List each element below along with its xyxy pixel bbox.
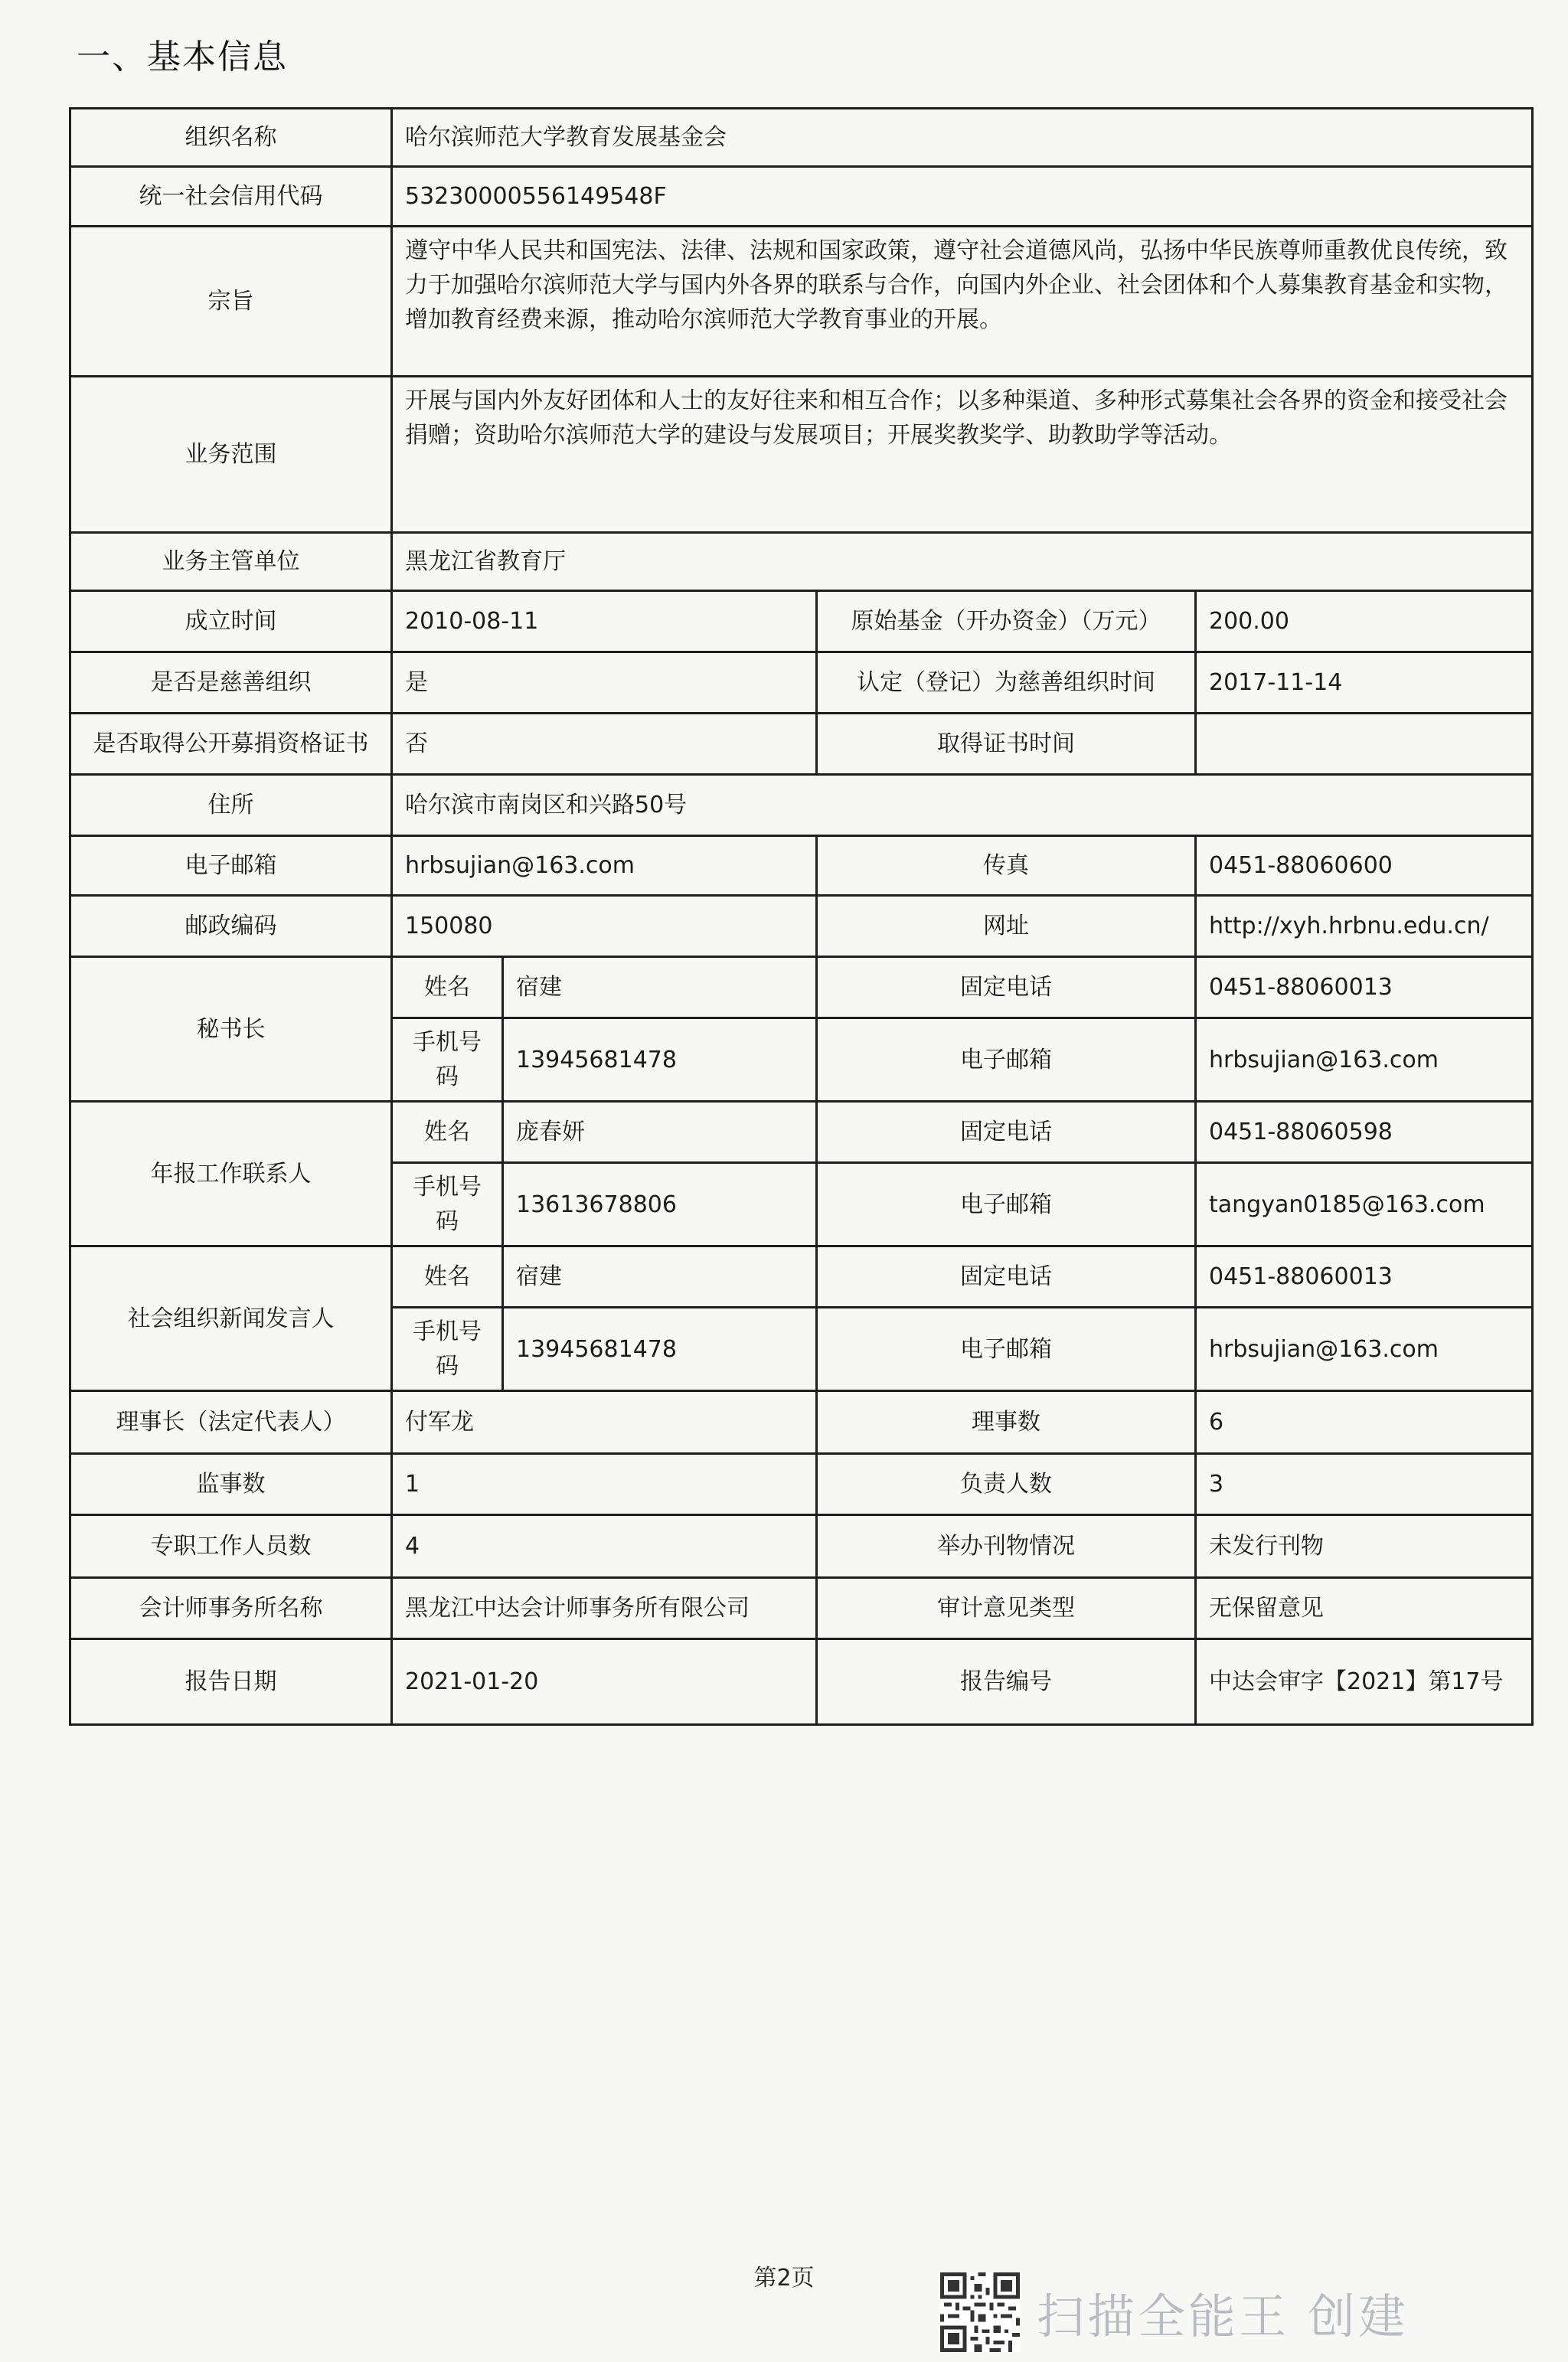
spokesperson-email-label: 电子邮箱	[817, 1308, 1196, 1391]
basic-info-table	[69, 107, 1534, 1726]
annual-report-contact-phone: 0451-88060598	[1196, 1102, 1533, 1163]
publications-label: 举办刊物情况	[817, 1515, 1196, 1578]
charity-date-value: 2017-11-14	[1196, 652, 1533, 714]
leaders-count-label: 负责人数	[817, 1454, 1196, 1515]
chairman-label: 理事长（法定代表人）	[70, 1391, 392, 1454]
purpose-value: 遵守中华人民共和国宪法、法律、法规和国家政策，遵守社会道德风尚，弘扬中华民族尊师重教优良传统，致力于加强哈尔滨师范大学与国内外各界的联系与合作，向国内外企业、社会团体和个人募集教育基金和实物，增加教育经费来源，推动哈尔滨师范大学教育事业的开展。	[392, 227, 1533, 377]
charity-date-label: 认定（登记）为慈善组织时间	[817, 652, 1196, 714]
row-secretary-general-1	[70, 957, 1533, 1018]
row-supervisor	[70, 533, 1533, 591]
publications-value: 未发行刊物	[1196, 1515, 1533, 1578]
row-report	[70, 1639, 1533, 1725]
annual-report-contact-phone-label: 固定电话	[817, 1102, 1196, 1163]
accounting-firm-value: 黑龙江中达会计师事务所有限公司	[392, 1578, 817, 1639]
secretary-general-role: 秘书长	[70, 957, 392, 1102]
purpose-label: 宗旨	[70, 227, 392, 377]
spokesperson-phone: 0451-88060013	[1196, 1246, 1533, 1308]
certificate-date-label: 取得证书时间	[817, 714, 1196, 775]
row-postcode	[70, 896, 1533, 957]
secretary-general-mobile-label: 手机号码	[392, 1018, 503, 1102]
leaders-count-value: 3	[1196, 1454, 1533, 1515]
annual-report-contact-mobile-label: 手机号码	[392, 1163, 503, 1246]
row-address	[70, 775, 1533, 836]
scope-label: 业务范围	[70, 377, 392, 533]
supervisors-count-value: 1	[392, 1454, 817, 1515]
supervisor-value: 黑龙江省教育厅	[392, 533, 1533, 591]
scanner-watermark	[940, 2270, 1409, 2354]
supervisors-count-label: 监事数	[70, 1454, 392, 1515]
row-org-name	[70, 109, 1533, 167]
report-date-label: 报告日期	[70, 1639, 392, 1725]
row-chairman	[70, 1391, 1533, 1454]
annual-report-contact-email: tangyan0185@163.com	[1196, 1163, 1533, 1246]
public-fundraising-label: 是否取得公开募捐资格证书	[70, 714, 392, 775]
accounting-firm-label: 会计师事务所名称	[70, 1578, 392, 1639]
row-supervisors	[70, 1454, 1533, 1515]
annual-report-contact-name-label: 姓名	[392, 1102, 503, 1163]
website-value: http://xyh.hrbnu.edu.cn/	[1196, 896, 1533, 957]
annual-report-contact-name: 庞春妍	[503, 1102, 817, 1163]
initial-fund-value: 200.00	[1196, 591, 1533, 652]
directors-count-label: 理事数	[817, 1391, 1196, 1454]
public-fundraising-value: 否	[392, 714, 817, 775]
row-public-fundraising	[70, 714, 1533, 775]
address-value: 哈尔滨市南岗区和兴路50号	[392, 775, 1533, 836]
address-label: 住所	[70, 775, 392, 836]
directors-count-value: 6	[1196, 1391, 1533, 1454]
annual-report-contact-mobile: 13613678806	[503, 1163, 817, 1246]
website-label: 网址	[817, 896, 1196, 957]
row-email	[70, 836, 1533, 896]
secretary-general-name: 宿建	[503, 957, 817, 1018]
secretary-general-email-label: 电子邮箱	[817, 1018, 1196, 1102]
spokesperson-mobile: 13945681478	[503, 1308, 817, 1391]
fax-label: 传真	[817, 836, 1196, 896]
staff-count-label: 专职工作人员数	[70, 1515, 392, 1578]
postcode-label: 邮政编码	[70, 896, 392, 957]
charity-value: 是	[392, 652, 817, 714]
supervisor-label: 业务主管单位	[70, 533, 392, 591]
postcode-value: 150080	[392, 896, 817, 957]
credit-code-label: 统一社会信用代码	[70, 167, 392, 227]
report-number-value: 中达会审字【2021】第17号	[1196, 1639, 1533, 1725]
secretary-general-phone: 0451-88060013	[1196, 957, 1533, 1018]
fax-value: 0451-88060600	[1196, 836, 1533, 896]
spokesperson-name: 宿建	[503, 1246, 817, 1308]
scope-value: 开展与国内外友好团体和人士的友好往来和相互合作；以多种渠道、多种形式募集社会各界的资金和接受社会捐赠；资助哈尔滨师范大学的建设与发展项目；开展奖教奖学、助教助学等活动。	[392, 377, 1533, 533]
report-number-label: 报告编号	[817, 1639, 1196, 1725]
org-name-label: 组织名称	[70, 109, 392, 167]
report-date-value: 2021-01-20	[392, 1639, 817, 1725]
secretary-general-name-label: 姓名	[392, 957, 503, 1018]
email-label: 电子邮箱	[70, 836, 392, 896]
row-scope	[70, 377, 1533, 533]
secretary-general-mobile: 13945681478	[503, 1018, 817, 1102]
email-value: hrbsujian@163.com	[392, 836, 817, 896]
annual-report-contact-role: 年报工作联系人	[70, 1102, 392, 1246]
row-established	[70, 591, 1533, 652]
annual-report-contact-email-label: 电子邮箱	[817, 1163, 1196, 1246]
watermark-text: 扫描全能王 创建	[1037, 2288, 1409, 2344]
spokesperson-phone-label: 固定电话	[817, 1246, 1196, 1308]
secretary-general-email: hrbsujian@163.com	[1196, 1018, 1533, 1102]
chairman-value: 付军龙	[392, 1391, 817, 1454]
established-label: 成立时间	[70, 591, 392, 652]
spokesperson-email: hrbsujian@163.com	[1196, 1308, 1533, 1391]
certificate-date-value	[1196, 714, 1533, 775]
spokesperson-name-label: 姓名	[392, 1246, 503, 1308]
initial-fund-label: 原始基金（开办资金）（万元）	[817, 591, 1196, 652]
page-number: 第2页	[753, 2265, 815, 2292]
section-title: 一、基本信息	[77, 38, 288, 77]
org-name-value: 哈尔滨师范大学教育发展基金会	[392, 109, 1533, 167]
audit-opinion-label: 审计意见类型	[817, 1578, 1196, 1639]
audit-opinion-value: 无保留意见	[1196, 1578, 1533, 1639]
credit-code-value: 53230000556149548F	[392, 167, 1533, 227]
row-annual-report-contact-1	[70, 1102, 1533, 1163]
spokesperson-role: 社会组织新闻发言人	[70, 1246, 392, 1391]
row-spokesperson-1	[70, 1246, 1533, 1308]
spokesperson-mobile-label: 手机号码	[392, 1308, 503, 1391]
established-value: 2010-08-11	[392, 591, 817, 652]
row-charity	[70, 652, 1533, 714]
staff-count-value: 4	[392, 1515, 817, 1578]
row-accounting-firm	[70, 1578, 1533, 1639]
secretary-general-phone-label: 固定电话	[817, 957, 1196, 1018]
row-credit-code	[70, 167, 1533, 227]
row-staff	[70, 1515, 1533, 1578]
row-purpose	[70, 227, 1533, 377]
charity-label: 是否是慈善组织	[70, 652, 392, 714]
qr-code-icon	[940, 2272, 1020, 2352]
